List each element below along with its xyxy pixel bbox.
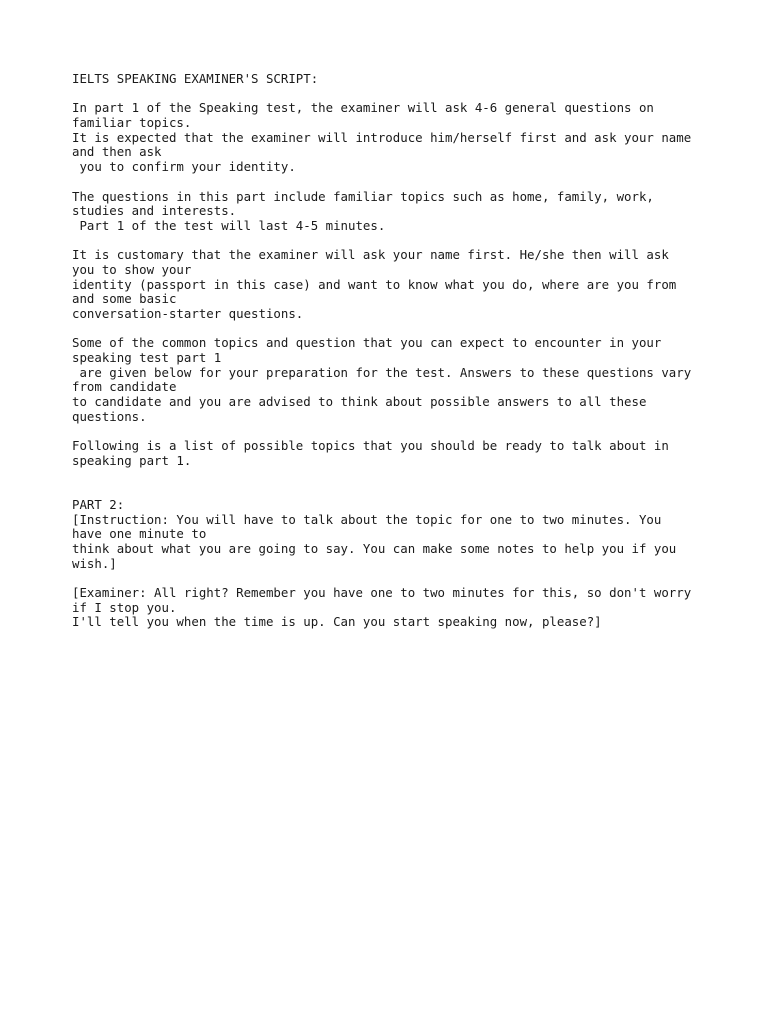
text-line: speaking test part 1 (72, 350, 222, 366)
title-line: IELTS SPEAKING EXAMINER'S SCRIPT: (72, 71, 319, 86)
text-line: are given below for your preparation for the test. Answers to these questions vary (72, 364, 692, 380)
text-line: familiar topics. (72, 115, 192, 131)
paragraph-common-topics (72, 336, 712, 424)
document-title (72, 72, 712, 87)
text-line: think about what you are going to say. You can make some notes to help you if you (72, 541, 677, 557)
text-line: Some of the common topics and question that you can expect to encounter in your (72, 335, 662, 351)
text-line: I'll tell you when the time is up. Can you start speaking now, please?] (72, 614, 602, 630)
text-line: questions. (72, 408, 147, 424)
paragraph-topic-list (72, 439, 712, 468)
paragraph-part2-instruction (72, 498, 712, 571)
text-line: and then ask (72, 144, 162, 160)
text-line: if I stop you. (72, 599, 177, 615)
paragraph-examiner (72, 586, 712, 630)
text-line: have one minute to (72, 526, 207, 542)
text-line: to candidate and you are advised to think about possible answers to all these (72, 394, 647, 410)
text-line: wish.] (72, 555, 117, 571)
text-line: you to confirm your identity. (72, 159, 296, 175)
text-line: from candidate (72, 379, 177, 395)
text-line: Following is a list of possible topics that you should be ready to talk about in (72, 438, 669, 454)
paragraph-part1-intro (72, 101, 712, 174)
text-line: It is expected that the examiner will introduce him/herself first and ask your name (72, 129, 692, 145)
text-line: speaking part 1. (72, 452, 192, 468)
document-page (72, 72, 712, 645)
text-line: In part 1 of the Speaking test, the examiner will ask 4-6 general questions on (72, 100, 654, 116)
paragraph-topics (72, 190, 712, 234)
text-line: identity (passport in this case) and want to know what you do, where are you from (72, 276, 677, 292)
text-line: [Instruction: You will have to talk about the topic for one to two minutes. You (72, 511, 662, 527)
text-line: The questions in this part include familiar topics such as home, family, work, (72, 188, 654, 204)
text-line: and some basic (72, 291, 177, 307)
text-line: you to show your (72, 261, 192, 277)
text-line: [Examiner: All right? Remember you have one to two minutes for this, so don't worry (72, 585, 692, 601)
text-line: studies and interests. (72, 203, 237, 219)
text-line: conversation-starter questions. (72, 306, 304, 321)
section-heading: PART 2: (72, 496, 125, 512)
text-line: Part 1 of the test will last 4-5 minutes. (72, 217, 386, 233)
paragraph-identity (72, 248, 712, 321)
text-line: It is customary that the examiner will ask your name first. He/she then will ask (72, 247, 669, 263)
